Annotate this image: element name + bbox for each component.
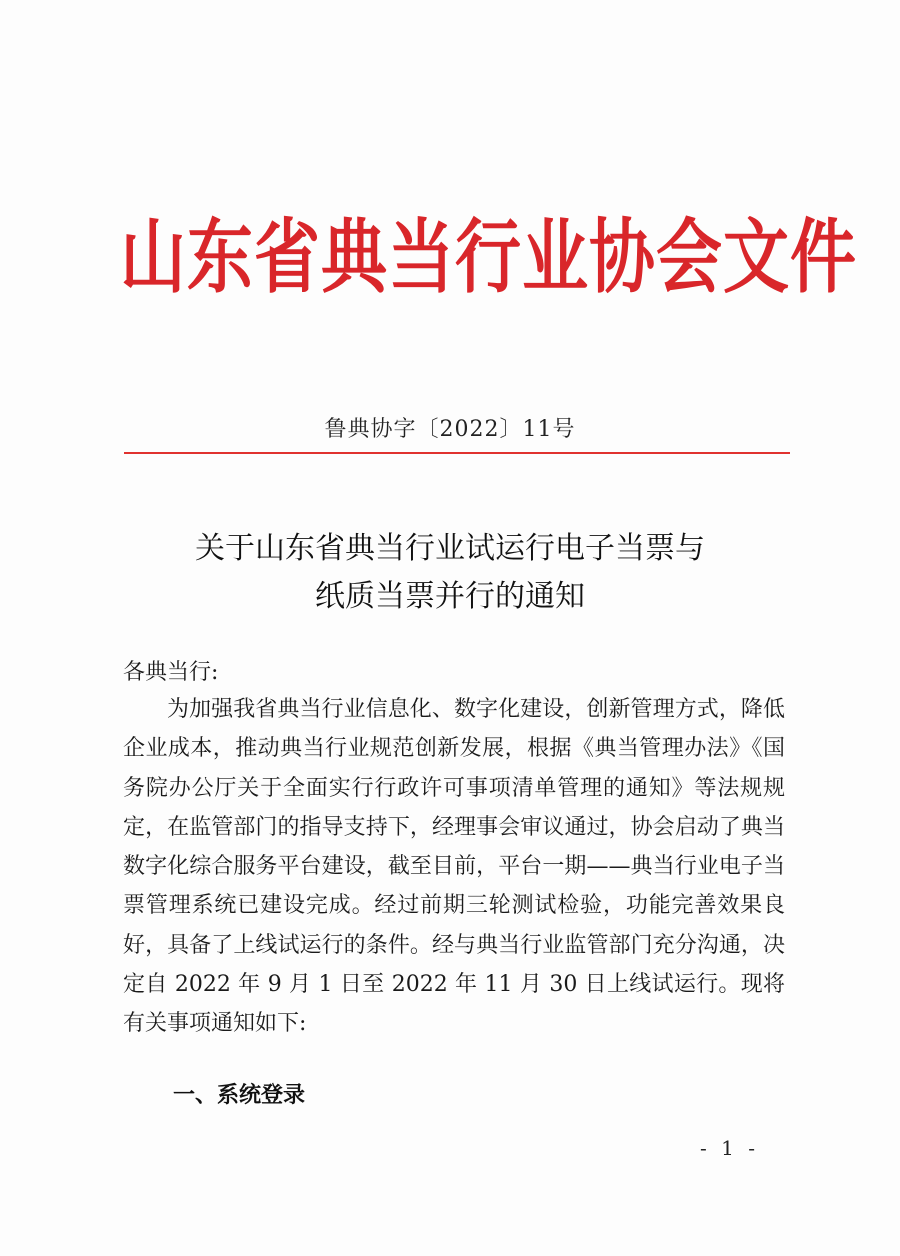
salutation: 各典当行: bbox=[123, 660, 219, 685]
section-heading-system-login: 一、系统登录 bbox=[173, 1083, 306, 1108]
notice-title-line-2: 纸质当票并行的通知 bbox=[315, 579, 585, 614]
notice-title-line-1: 关于山东省典当行业试运行电子当票与 bbox=[195, 531, 705, 566]
document-header-title: 山东省典当行业协会文件 bbox=[120, 210, 857, 305]
header-divider-line bbox=[124, 452, 790, 454]
body-paragraph: 为加强我省典当行业信息化、数字化建设，创新管理方式，降低企业成本，推动典当行业规范创新发展，根据《典当管理办法》《国务院办公厅关于全面实行行政许可事项清单管理的通知》等法规规定，在监管部门的指导支持下，经理事会审议通过，协会启动了典当数字化综合服务平台建设，截至目前，平台一期——典当行业电子当票管理系统已建设完成。经过前期三轮测试检验，功能完善效果良好，具备了上线试运行的条件。经与典当行业监管部门充分沟通，决定自 2022 年 9 月 1 日至 2022 年 11 月 30 日上线试运行。现将有关事项通知如下: bbox=[123, 697, 785, 1037]
page-number: - 1 - bbox=[700, 1136, 759, 1160]
body-text bbox=[123, 690, 785, 1044]
document-number: 鲁典协字〔2022〕11号 bbox=[324, 417, 576, 442]
notice-title bbox=[0, 525, 900, 621]
